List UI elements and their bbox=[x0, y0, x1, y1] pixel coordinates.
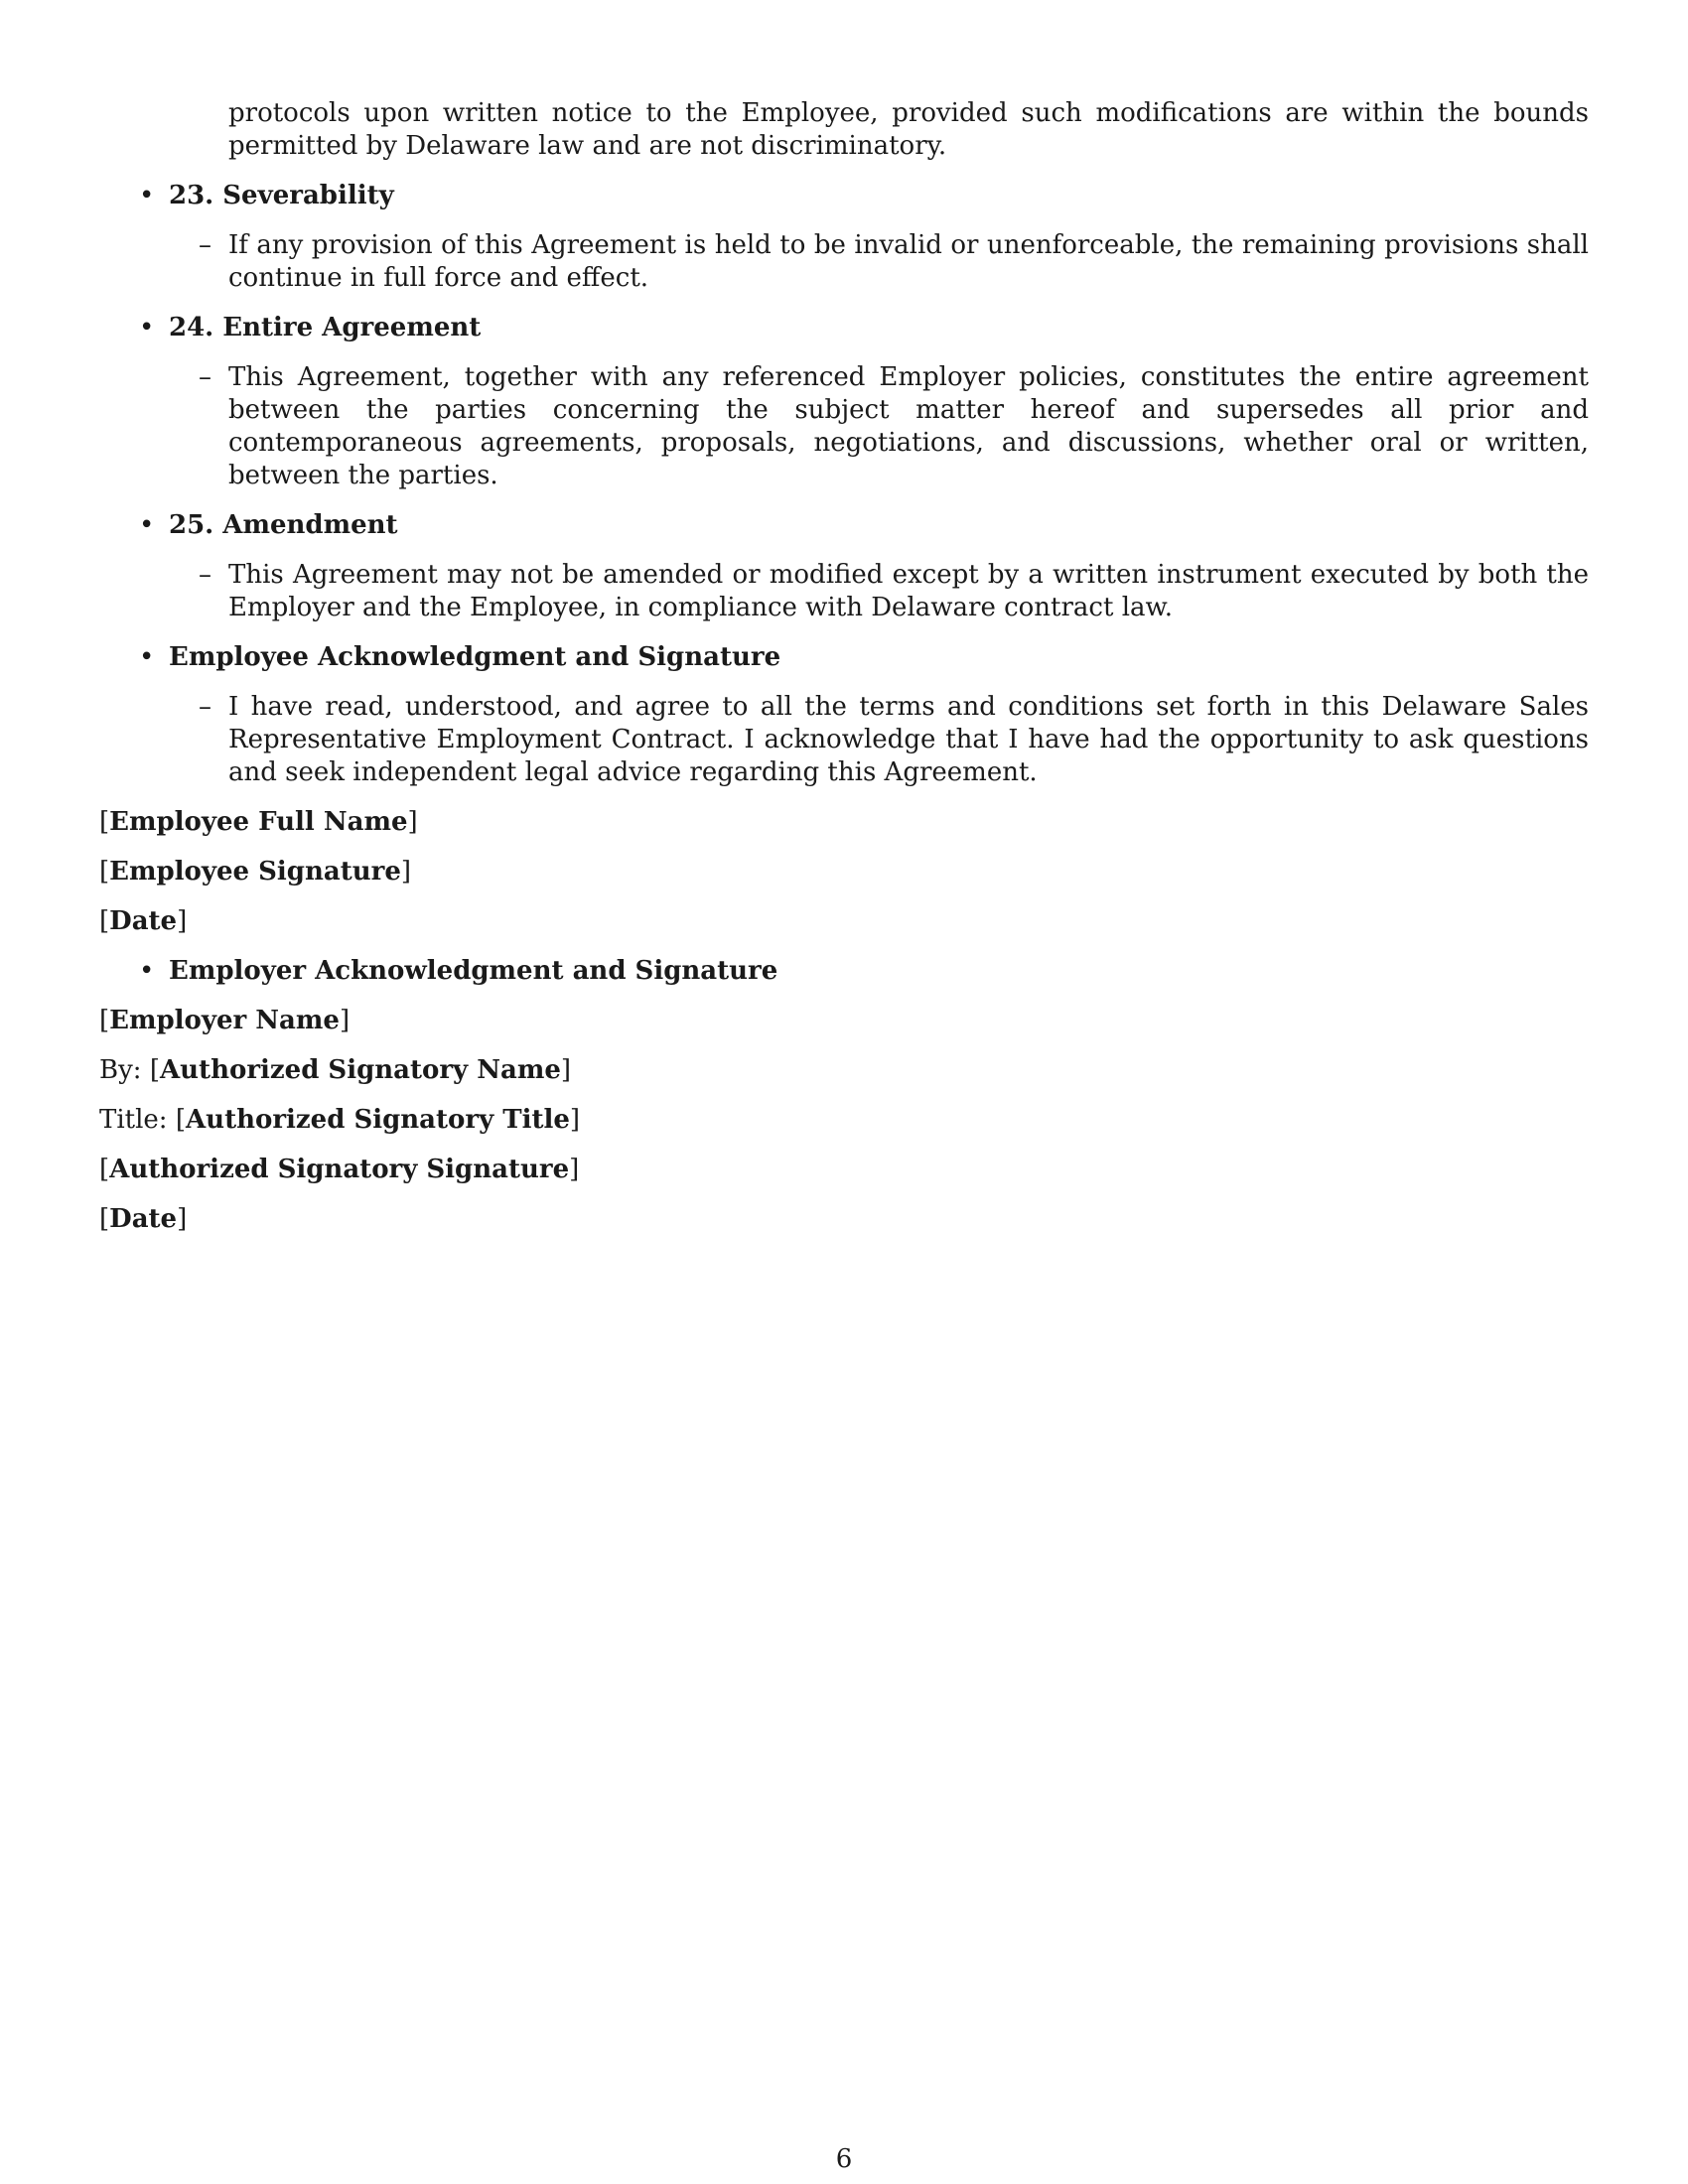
close-bracket: ] bbox=[400, 857, 412, 887]
signatory-name-placeholder: Authorized Signatory Name bbox=[159, 1055, 561, 1085]
section-heading bbox=[139, 312, 1589, 344]
section-body bbox=[199, 691, 1589, 789]
section-body bbox=[199, 361, 1589, 492]
page-number: 6 bbox=[835, 2144, 853, 2174]
title-label: Title: bbox=[99, 1105, 168, 1135]
open-bracket: [ bbox=[99, 1006, 110, 1035]
employer-acknowledgment-heading bbox=[139, 955, 1589, 988]
section-employee-acknowledgment bbox=[99, 641, 1589, 789]
open-bracket: [ bbox=[99, 906, 110, 936]
close-bracket: ] bbox=[177, 1204, 188, 1234]
section-heading bbox=[139, 509, 1589, 542]
bullet-icon: • bbox=[139, 642, 155, 672]
close-bracket: ] bbox=[339, 1006, 351, 1035]
section-heading-text: Employee Acknowledgment and Signature bbox=[169, 642, 781, 672]
close-bracket: ] bbox=[569, 1105, 581, 1135]
employer-date-placeholder: Date bbox=[109, 1204, 178, 1234]
section-severability bbox=[99, 180, 1589, 295]
section-amendment bbox=[99, 509, 1589, 624]
section-heading bbox=[139, 180, 1589, 212]
close-bracket: ] bbox=[407, 807, 418, 837]
bullet-icon: • bbox=[139, 956, 155, 986]
section-heading-text: 25. Amendment bbox=[169, 510, 398, 540]
bullet-icon: • bbox=[139, 181, 155, 210]
signatory-title-placeholder: Authorized Signatory Title bbox=[186, 1105, 570, 1135]
section-body-text: This Agreement, together with any referenced Employer policies, constitutes the entire agreement between the parties concerning the subject matter hereof and supersedes all prior and contemporaneous agreements, proposals, negotiations, and discussions, whether oral or written, between the parties. bbox=[228, 362, 1589, 490]
section-body-text: I have read, understood, and agree to all the terms and conditions set forth in this Delaware Sales Representative Employment Contract. I acknowledge that I have had the opportunity to ask questions and seek independent legal advice regarding this Agreement. bbox=[228, 692, 1589, 787]
bullet-icon: • bbox=[139, 313, 155, 342]
continuation-paragraph: protocols upon written notice to the Employee, provided such modifications are within the bounds permitted by Delaware law and are not discriminatory. bbox=[228, 98, 1589, 161]
section-heading-text: 23. Severability bbox=[169, 181, 394, 210]
dash-icon: – bbox=[199, 230, 211, 260]
section-entire-agreement bbox=[99, 312, 1589, 492]
signatory-name-field bbox=[99, 1054, 1589, 1087]
close-bracket: ] bbox=[177, 906, 188, 936]
open-bracket: [ bbox=[99, 857, 110, 887]
section-body bbox=[199, 559, 1589, 624]
bullet-icon: • bbox=[139, 510, 155, 540]
signatory-signature-field bbox=[99, 1154, 1589, 1186]
employee-signature-field bbox=[99, 856, 1589, 888]
open-bracket: [ bbox=[99, 1204, 110, 1234]
document-content bbox=[99, 97, 1589, 1253]
employee-signature-placeholder: Employee Signature bbox=[109, 857, 401, 887]
open-bracket: [ bbox=[99, 807, 110, 837]
open-bracket: [ bbox=[99, 1155, 110, 1184]
employer-name-field bbox=[99, 1005, 1589, 1037]
employer-date-field bbox=[99, 1203, 1589, 1236]
dash-icon: – bbox=[199, 560, 211, 590]
open-bracket: [ bbox=[149, 1055, 160, 1085]
employer-name-placeholder: Employer Name bbox=[109, 1006, 340, 1035]
employee-date-field bbox=[99, 905, 1589, 938]
employer-heading-text: Employer Acknowledgment and Signature bbox=[169, 956, 778, 986]
section-heading bbox=[139, 641, 1589, 674]
signatory-signature-placeholder: Authorized Signatory Signature bbox=[109, 1155, 570, 1184]
section-body-text: If any provision of this Agreement is held to be invalid or unenforceable, the remaining provisions shall continue in full force and effect. bbox=[228, 230, 1589, 293]
open-bracket: [ bbox=[175, 1105, 186, 1135]
by-label: By: bbox=[99, 1055, 142, 1085]
dash-icon: – bbox=[199, 362, 211, 392]
employee-full-name-field bbox=[99, 806, 1589, 839]
close-bracket: ] bbox=[569, 1155, 580, 1184]
employee-date-placeholder: Date bbox=[109, 906, 178, 936]
section-body-text: This Agreement may not be amended or modified except by a written instrument executed by both the Employer and the Employee, in compliance with Delaware contract law. bbox=[228, 560, 1589, 622]
employee-full-name-placeholder: Employee Full Name bbox=[109, 807, 408, 837]
section-heading-text: 24. Entire Agreement bbox=[169, 313, 482, 342]
signatory-title-field bbox=[99, 1104, 1589, 1137]
dash-icon: – bbox=[199, 692, 211, 722]
section-body bbox=[199, 229, 1589, 295]
close-bracket: ] bbox=[560, 1055, 572, 1085]
